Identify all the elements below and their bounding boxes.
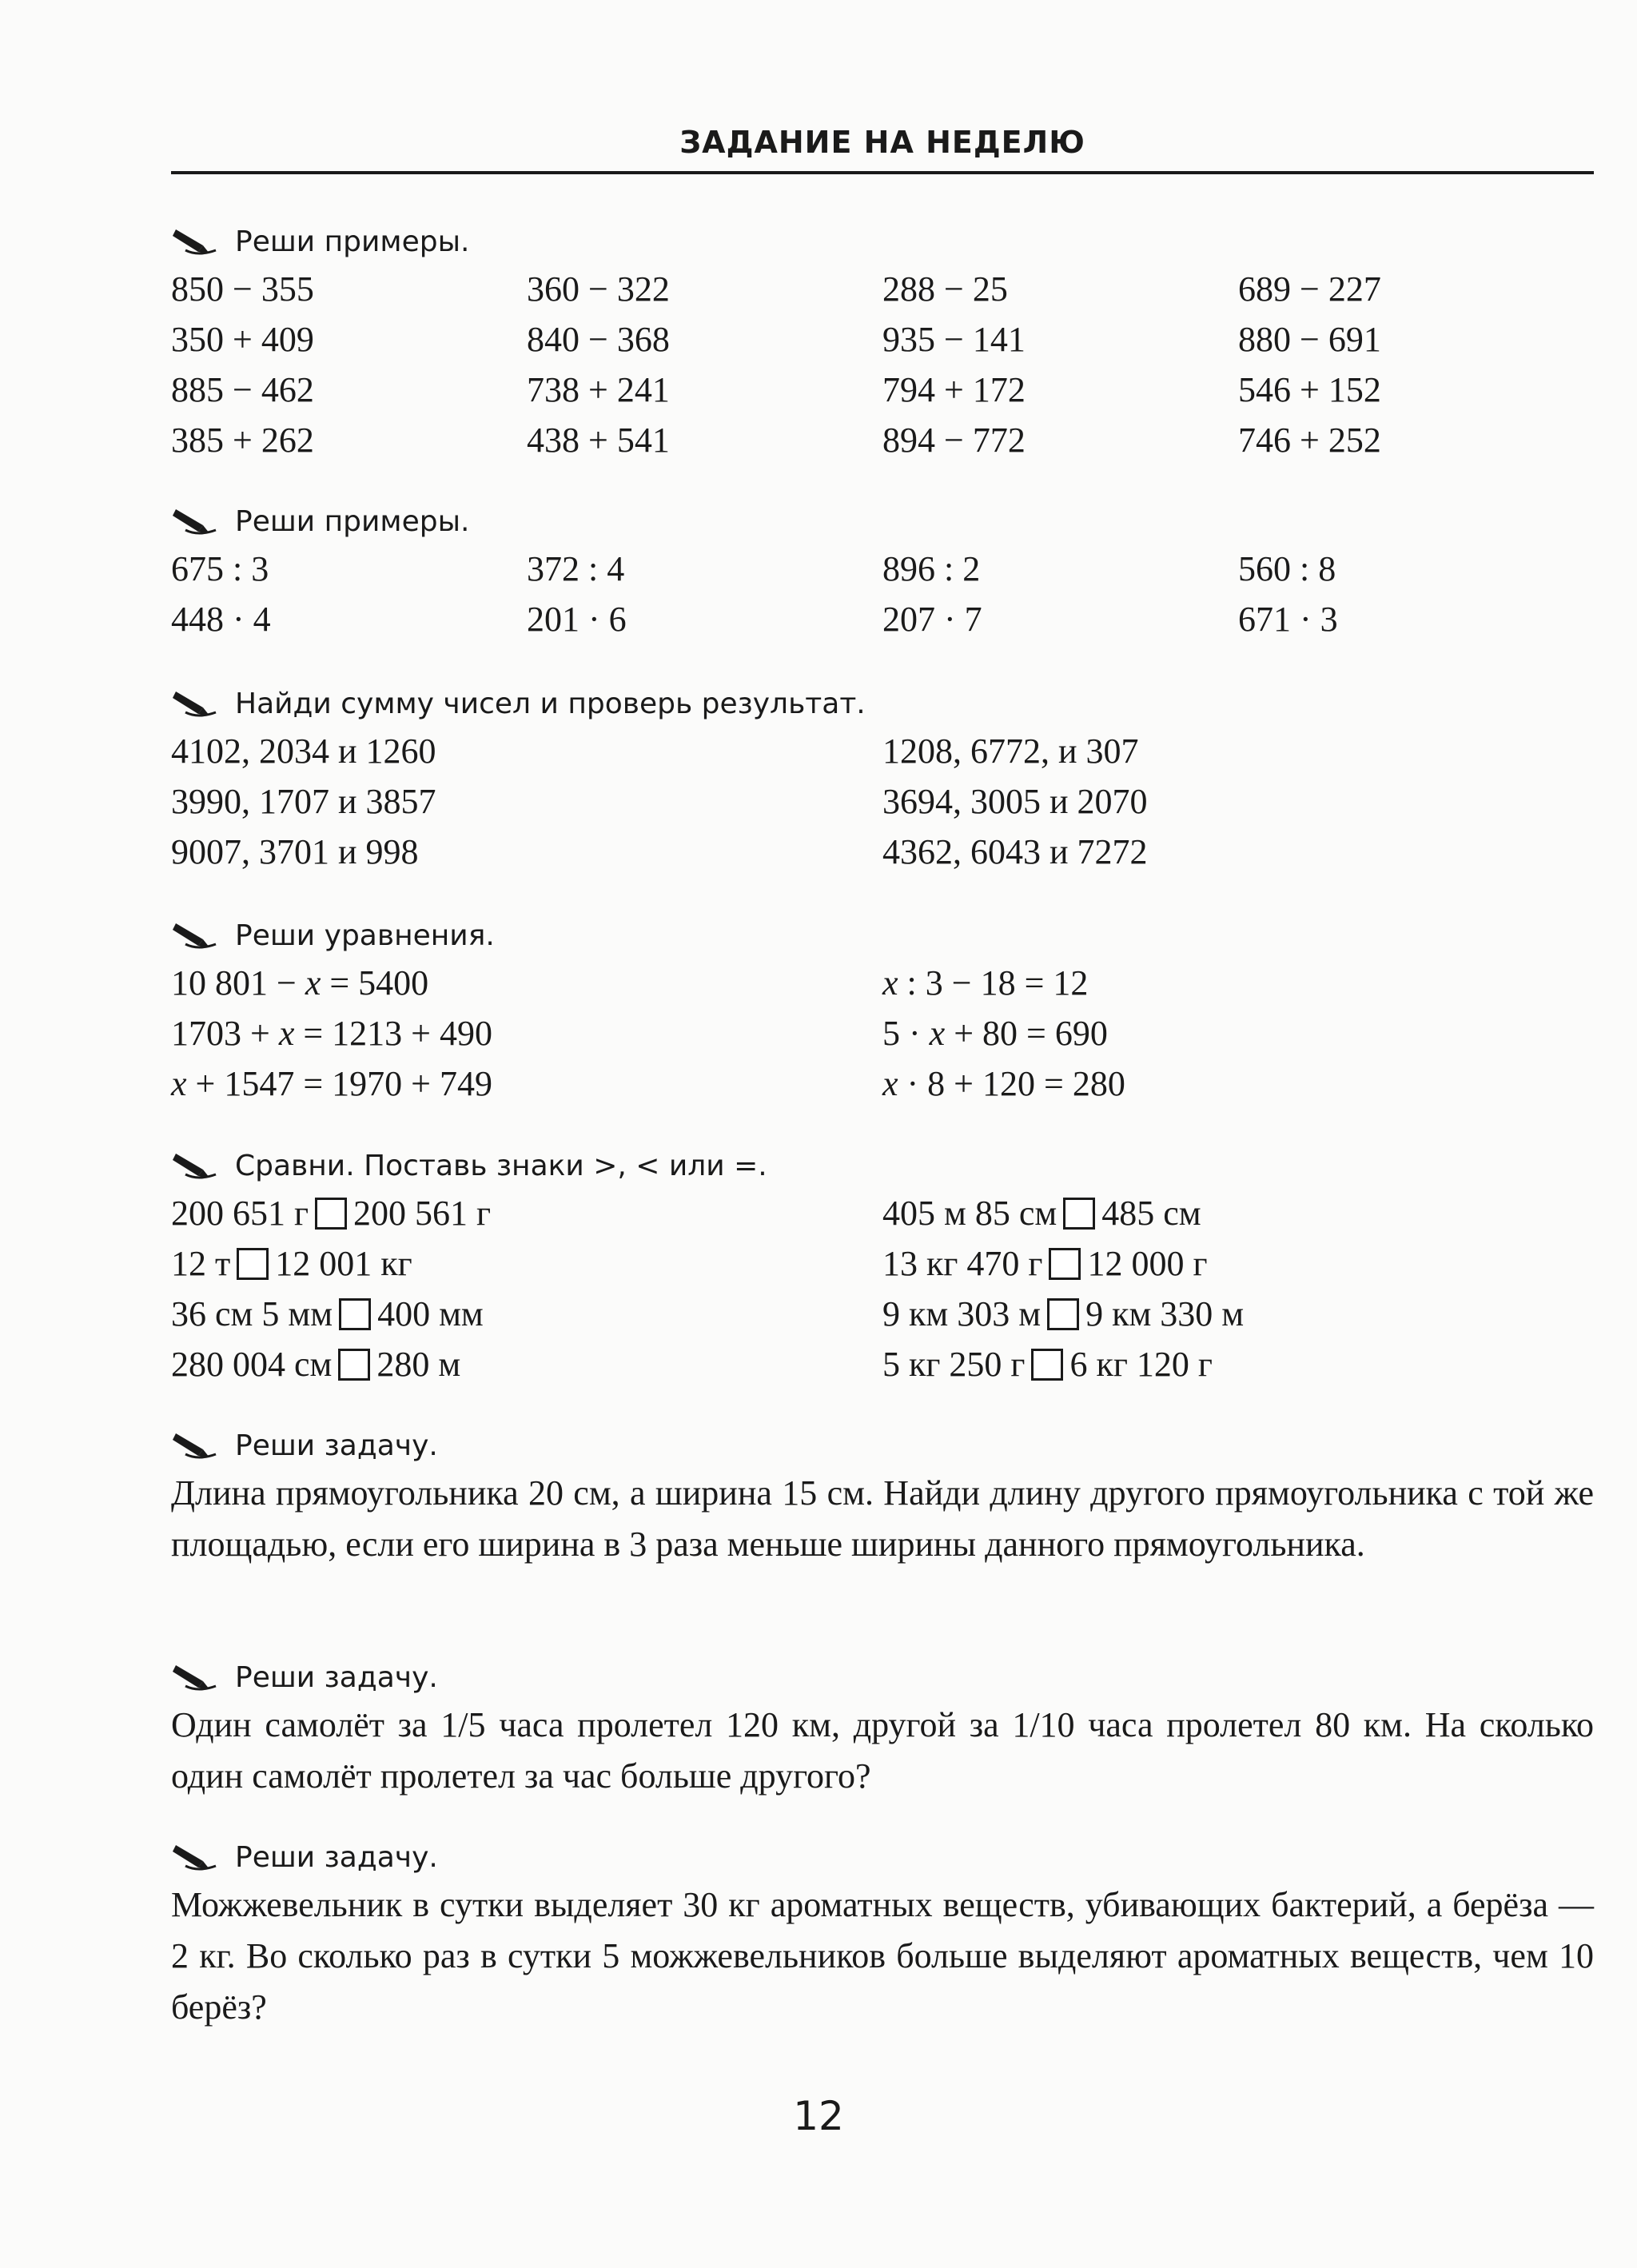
answer-box[interactable] <box>1063 1198 1095 1230</box>
example: 201 · 6 <box>527 600 627 639</box>
pencil-icon <box>171 1842 217 1872</box>
example: 738 + 241 <box>527 370 670 409</box>
equation: 5 · x + 80 = 690 <box>882 1014 1108 1053</box>
example: 885 − 462 <box>171 370 314 409</box>
sum-item: 4102, 2034 и 1260 <box>171 731 436 771</box>
example: 794 + 172 <box>882 370 1026 409</box>
example: 840 − 368 <box>527 320 670 359</box>
examples-grid <box>171 264 1602 465</box>
equation: x + 1547 = 1970 + 749 <box>171 1064 492 1103</box>
task-label: Сравни. Поставь знаки >, < или =. <box>235 1149 767 1182</box>
task-heading <box>171 1835 1594 1879</box>
problem-text: Один самолёт за 1/5 часа пролетел 120 км, другой за 1/10 часа пролетел 80 км. На сколько один самолёт пролетел за час больше другого? <box>171 1705 1594 1796</box>
compare-item: 405 м 85 см 485 см <box>882 1194 1201 1233</box>
example: 546 + 152 <box>1238 370 1381 409</box>
example: 894 − 772 <box>882 421 1026 460</box>
task-label: Реши примеры. <box>235 504 470 538</box>
answer-box[interactable] <box>338 1349 370 1381</box>
task-label: Найди сумму чисел и проверь результат. <box>235 687 866 720</box>
sum-item: 9007, 3701 и 998 <box>171 832 419 871</box>
compare-item: 36 см 5 мм 400 мм <box>171 1294 484 1333</box>
example: 896 : 2 <box>882 549 981 588</box>
task-heading <box>171 1423 1594 1468</box>
problem-text: Можжевельник в сутки выделяет 30 кг ароматных веществ, убивающих бактерий, а берёза — 2 кг. Во сколько раз в сутки 5 можжевельников больше выделяют ароматных веществ, чем 10 берёз? <box>171 1885 1594 2027</box>
task-label: Реши уравнения. <box>235 919 495 952</box>
example: 689 − 227 <box>1238 269 1381 309</box>
answer-box[interactable] <box>339 1298 371 1330</box>
page-title: ЗАДАНИЕ НА НЕДЕЛЮ <box>171 118 1594 174</box>
task-heading <box>171 681 1602 726</box>
example: 360 − 322 <box>527 269 670 309</box>
pencil-icon <box>171 1430 217 1461</box>
example: 438 + 541 <box>527 421 670 460</box>
task-problem-2 <box>171 1655 1594 1802</box>
task-compare <box>171 1143 1602 1389</box>
task-sum <box>171 681 1602 877</box>
task-label: Реши задачу. <box>235 1660 438 1694</box>
examples-grid <box>171 544 1602 644</box>
example: 746 + 252 <box>1238 421 1381 460</box>
task-label: Реши примеры. <box>235 225 470 258</box>
pencil-icon <box>171 1150 217 1181</box>
compare-item: 9 км 303 м 9 км 330 м <box>882 1294 1245 1333</box>
page-number: 12 <box>793 2093 844 2139</box>
answer-box[interactable] <box>1049 1248 1081 1280</box>
task-heading <box>171 913 1602 958</box>
sum-item: 3694, 3005 и 2070 <box>882 782 1148 821</box>
equations-grid <box>171 958 1602 1109</box>
pencil-icon <box>171 506 217 536</box>
equation: x : 3 − 18 = 12 <box>882 963 1089 1002</box>
compare-item: 5 кг 250 г 6 кг 120 г <box>882 1345 1213 1384</box>
compare-grid <box>171 1188 1602 1389</box>
equation: 10 801 − x = 5400 <box>171 963 429 1002</box>
example: 675 : 3 <box>171 549 269 588</box>
pencil-icon <box>171 1662 217 1692</box>
example: 448 · 4 <box>171 600 271 639</box>
example: 288 − 25 <box>882 269 1008 309</box>
answer-box[interactable] <box>1031 1349 1063 1381</box>
example: 350 + 409 <box>171 320 314 359</box>
sum-item: 1208, 6772, и 307 <box>882 731 1139 771</box>
task-problem-3 <box>171 1835 1594 2033</box>
answer-box[interactable] <box>1047 1298 1079 1330</box>
example: 560 : 8 <box>1238 549 1336 588</box>
task-problem-1 <box>171 1423 1594 1570</box>
equation: x · 8 + 120 = 280 <box>882 1064 1125 1103</box>
pencil-icon <box>171 688 217 719</box>
task-label: Реши задачу. <box>235 1429 438 1462</box>
compare-item: 12 т 12 001 кг <box>171 1244 412 1283</box>
example: 671 · 3 <box>1238 600 1338 639</box>
answer-box[interactable] <box>237 1248 269 1280</box>
task-heading <box>171 219 1602 264</box>
sum-item: 3990, 1707 и 3857 <box>171 782 436 821</box>
task-arithmetic-2 <box>171 499 1602 644</box>
example: 850 − 355 <box>171 269 314 309</box>
sum-item: 4362, 6043 и 7272 <box>882 832 1148 871</box>
compare-item: 280 004 см 280 м <box>171 1345 461 1384</box>
task-equations <box>171 913 1602 1109</box>
example: 880 − 691 <box>1238 320 1381 359</box>
task-heading <box>171 499 1602 544</box>
example: 935 − 141 <box>882 320 1026 359</box>
task-heading <box>171 1655 1594 1700</box>
task-heading <box>171 1143 1602 1188</box>
pencil-icon <box>171 920 217 951</box>
problem-text: Длина прямоугольника 20 см, а ширина 15 см. Найди длину другого прямоугольника с той же площадью, если его ширина в 3 раза меньше ширины данного прямоугольника. <box>171 1473 1594 1564</box>
compare-item: 13 кг 470 г 12 000 г <box>882 1244 1208 1283</box>
answer-box[interactable] <box>315 1198 347 1230</box>
equation: 1703 + x = 1213 + 490 <box>171 1014 492 1053</box>
sum-grid <box>171 726 1602 877</box>
example: 207 · 7 <box>882 600 982 639</box>
task-arithmetic-1 <box>171 219 1602 465</box>
compare-item: 200 651 г 200 561 г <box>171 1194 492 1233</box>
example: 385 + 262 <box>171 421 314 460</box>
example: 372 : 4 <box>527 549 625 588</box>
pencil-icon <box>171 226 217 257</box>
task-label: Реши задачу. <box>235 1840 438 1874</box>
